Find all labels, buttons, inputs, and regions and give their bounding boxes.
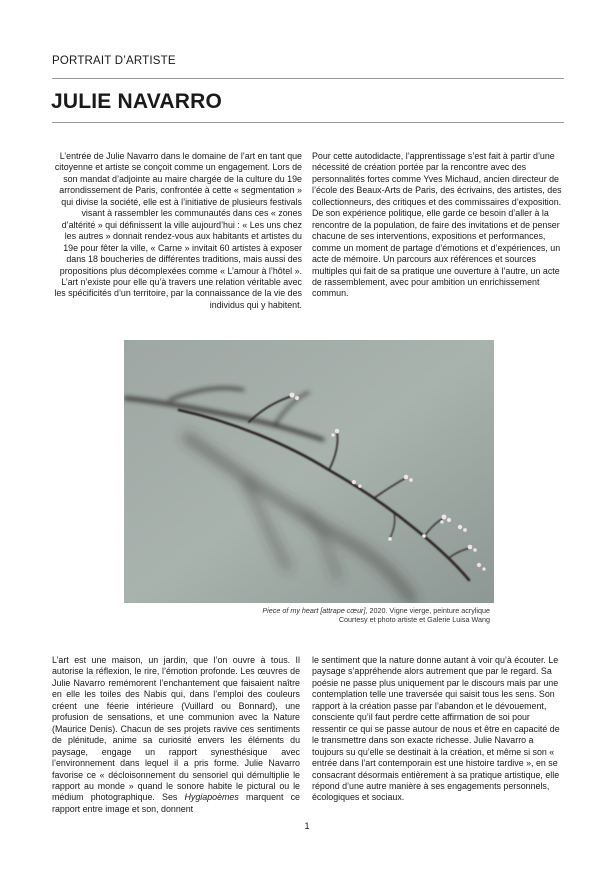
body-left-text: L’art est une maison, un jardin, que l’on ouvre à tous. Il autorise la réflexion, le rire, l’émotion profonde. Les œuvres de Julie Navarro remémorent l’enchantement que faisaient naître en elle les toiles des Nabis qui, dans l’emploi des couleurs créent une féerie intérieure (Vuillard ou Bonnard), une profusion de sensations, et une communion avec la Nature (Maurice Denis). Chacun de ses projets ravive ces sentiments de plénitude, anime sa curiosité envers les éléments du paysage, engage un rapport synesthésique avec l’environnement dans lequel il a pris forme. Julie Navarro favorise ce « décloisonnement du sensoriel qui démultiplie le rapport au monde » quand le sonore habite le pictural ou le médium photographique. Ses (52, 655, 300, 803)
intro-left-column: L’entrée de Julie Navarro dans le domaine de l’art en tant que citoyenne et artiste se conçoit comme un engagement. Lors de son mandat d’adjointe au maire chargée de la culture du 19e arrondissement de Paris, confrontée à cette « segmentation » qui divise la société, elle est à l’initiative de plusieurs festivals visant à rassembler les communautés dans ces « zones d’altérité » qui définissent la ville aujourd’hui : « Les uns chez les autres » donnait rendez-vous aux habitants et artistes du 19e pour fêter la ville, « Carne » invitait 60 artistes à exposer dans 18 boucheries de différentes traditions, mais aussi des propositions plus décomplexées comme « L’amour à l’hôtel ». L’art n’existe pour elle qu’à travers une relation véritable avec les spécificités d’un territoire, par la connaissance de la vie des individus qui y habitent. (54, 151, 302, 310)
caption-details: , 2020. Vigne vierge, peinture acrylique (365, 606, 490, 615)
page-number: 1 (304, 821, 310, 831)
photo-background (124, 340, 494, 603)
photo-caption (124, 606, 490, 625)
title-rule (52, 122, 564, 123)
caption-line-1 (124, 606, 490, 615)
caption-credit: Courtesy et photo artiste et Galerie Luisa Wang (338, 615, 490, 625)
page-title: JULIE NAVARRO (51, 90, 222, 113)
intro-right-column: Pour cette autodidacte, l’apprentissage s’est fait à partir d’une nécessité de création portée par la rencontre avec des personnalités fortes comme Yves Michaud, ancien directeur de l’école des Beaux-Arts de Paris, des écrivains, des artistes, des collectionneurs, des critiques et des commissaires d’exposition. De son expérience politique, elle garde ce besoin d’aller à la rencontre de la population, de faire des invitations et de penser chacune de ses interventions, expositions et performances, comme un moment de partage d’émotions et d’expériences, un acte de mémoire. Un parcours aux références et sources multiples qui fait de sa pratique une ouverture à l’autre, un acte de rassemblement, avec pour ambition un enrichissement commun. (312, 151, 562, 299)
section-label: PORTRAIT D’ARTISTE (52, 55, 176, 67)
artwork-photo (124, 340, 494, 603)
body-left-italic: Hygiapoèmes (184, 792, 239, 803)
body-left-column (52, 655, 300, 815)
body-right-column: le sentiment que la nature donne autant à voir qu’à écouter. Le paysage s’appréhende alors autrement que par le regard. Sa poésie ne passe plus uniquement par le discours mais par une contemplation telle une traversée qui saisit tous les sens. Son rapport à la création passe par l’abandon et le dévouement, consciente qu’il faut perdre cette affirmation de soi pour ressentir ce qui se passe autour de nous et être en capacité de le transmettre dans son exacte richesse. Julie Navarro a toujours su qu’elle se destinait à la création, et même si son « entrée dans l’art contemporain est une histoire tardive », en se consacrant désormais entièrement à sa pratique artistique, elle répond d’une autre manière à ses engagements personnels, écologiques et sociaux. (312, 655, 560, 803)
caption-title: Piece of my heart [attrape cœur] (262, 606, 366, 615)
body-left-text-end: marquent ce rapport entre image et son, donnent (52, 792, 300, 814)
header-rule (52, 78, 564, 79)
